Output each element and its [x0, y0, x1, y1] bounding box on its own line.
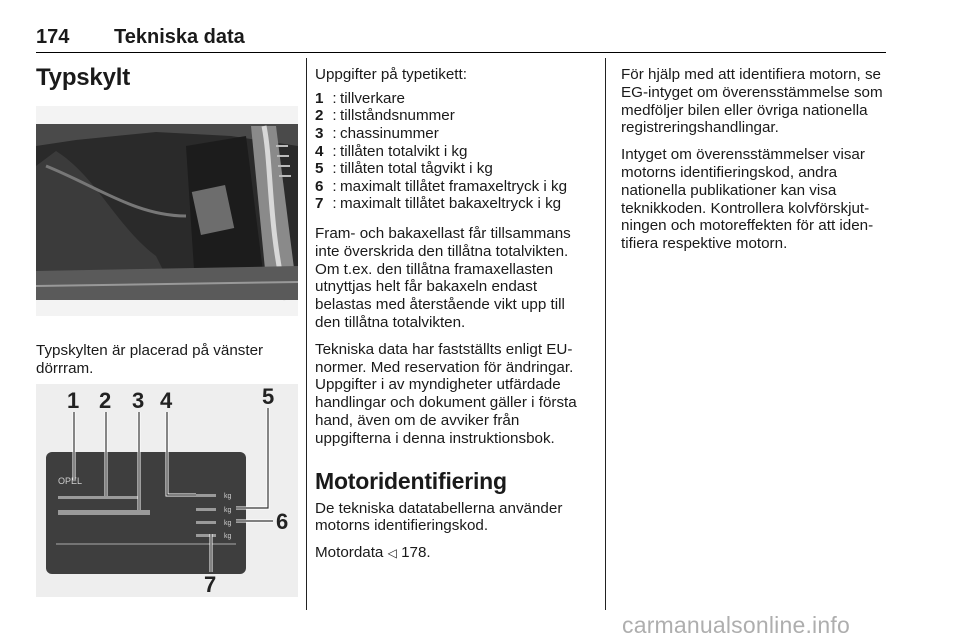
plate-brand-text: OPEL [58, 475, 83, 486]
item-separator: : [332, 195, 337, 213]
engine-code-paragraph: Intyget om överensstämmelser visar motorns identifieringskod, andra nationella publikationer kan visa teknikkoden. Kontrollera kolvförskjutningen och motoreffekten för att identifiera respektive motorn. [621, 146, 874, 253]
plate-fields-list [315, 90, 591, 213]
item-text: tillståndsnummer [340, 107, 455, 125]
item-separator: : [332, 89, 337, 107]
door-frame-illustration [36, 106, 298, 316]
item-number: 4 [315, 142, 324, 160]
page-reference-arrow-icon: ◁ [387, 546, 397, 561]
type-plate-figure [36, 384, 298, 597]
item-separator: : [332, 160, 337, 178]
plate-unit-kg: kg [224, 506, 232, 514]
plate-unit-kg: kg [224, 492, 232, 500]
item-text: maximalt tillåtet framaxeltryck i kg [340, 177, 568, 195]
type-plate-diagram [36, 384, 298, 597]
page-number: 174 [36, 26, 70, 48]
column-divider [605, 58, 606, 610]
item-separator: : [332, 142, 337, 160]
watermark-text: carmanualsonline.info [622, 612, 850, 638]
axle-load-paragraph: Fram- och bakaxellast får tillsammans inte överskrida den tillåtna totalvikten. Om t.ex. den tillåtna framaxellasten utnyttjas helt får bakaxeln endast belastas med återstående vikt upp till den tillåtna totalvikten. [315, 224, 571, 331]
column-middle [315, 58, 591, 563]
door-frame-photo [36, 106, 298, 316]
callout-number: 7 [204, 571, 217, 597]
callout-number: 3 [132, 387, 145, 413]
page-title: Tekniska data [114, 26, 245, 48]
item-text: tillåten total tågvikt i kg [340, 160, 493, 178]
eu-norm-paragraph: Tekniska data har fastställts enligt EU-normer. Med reservation för ändringar. Uppgifter i av myndigheter utfärdade handlingar och dokument gäller i första hand, även om de avviker från uppgifterna i denna instruktionsbok. [315, 340, 577, 447]
list-item [315, 107, 591, 125]
callout-number: 6 [276, 508, 289, 534]
item-text: tillverkare [340, 89, 405, 107]
list-item [315, 178, 591, 196]
page-header [36, 24, 886, 53]
callout-number: 4 [160, 387, 173, 413]
callout-number: 5 [262, 383, 275, 409]
item-number: 7 [315, 195, 324, 213]
list-item [315, 90, 591, 108]
engine-data-reference [315, 544, 591, 563]
item-separator: : [332, 124, 337, 142]
item-text: chassinummer [340, 124, 439, 142]
reference-page-link[interactable]: 178. [401, 544, 431, 562]
item-number: 6 [315, 177, 324, 195]
reference-text: Motordata [315, 544, 384, 562]
section-title: Typskylt [36, 64, 130, 91]
item-separator: : [332, 107, 337, 125]
list-intro: Uppgifter på typetikett: [315, 66, 467, 83]
plate-location-caption: Typskylten är placerad på vänster dörrram. [36, 342, 264, 377]
column-left [36, 58, 298, 597]
engine-id-paragraph: De tekniska datatabellerna använder motorns identifieringskod. [315, 499, 563, 535]
callout-number: 2 [99, 387, 112, 413]
item-number: 2 [315, 107, 324, 125]
plate-unit-kg: kg [224, 532, 232, 540]
certificate-paragraph: För hjälp med att identifiera motorn, se EG-intyget om överensstämmelse som medföljer bilen eller övriga nationella registreringshandlingar. [621, 66, 883, 137]
item-separator: : [332, 177, 337, 195]
item-text: tillåten totalvikt i kg [340, 142, 468, 160]
plate-unit-kg: kg [224, 519, 232, 527]
list-item [315, 195, 591, 213]
item-text: maximalt tillåtet bakaxeltryck i kg [340, 195, 562, 213]
item-number: 3 [315, 124, 324, 142]
engine-id-heading: Motoridentifiering [315, 467, 507, 494]
item-number: 5 [315, 160, 324, 178]
item-number: 1 [315, 89, 324, 107]
callout-number: 1 [67, 387, 80, 413]
column-divider [306, 58, 307, 610]
column-right [621, 58, 889, 253]
list-item [315, 125, 591, 143]
list-item [315, 143, 591, 161]
list-item [315, 160, 591, 178]
